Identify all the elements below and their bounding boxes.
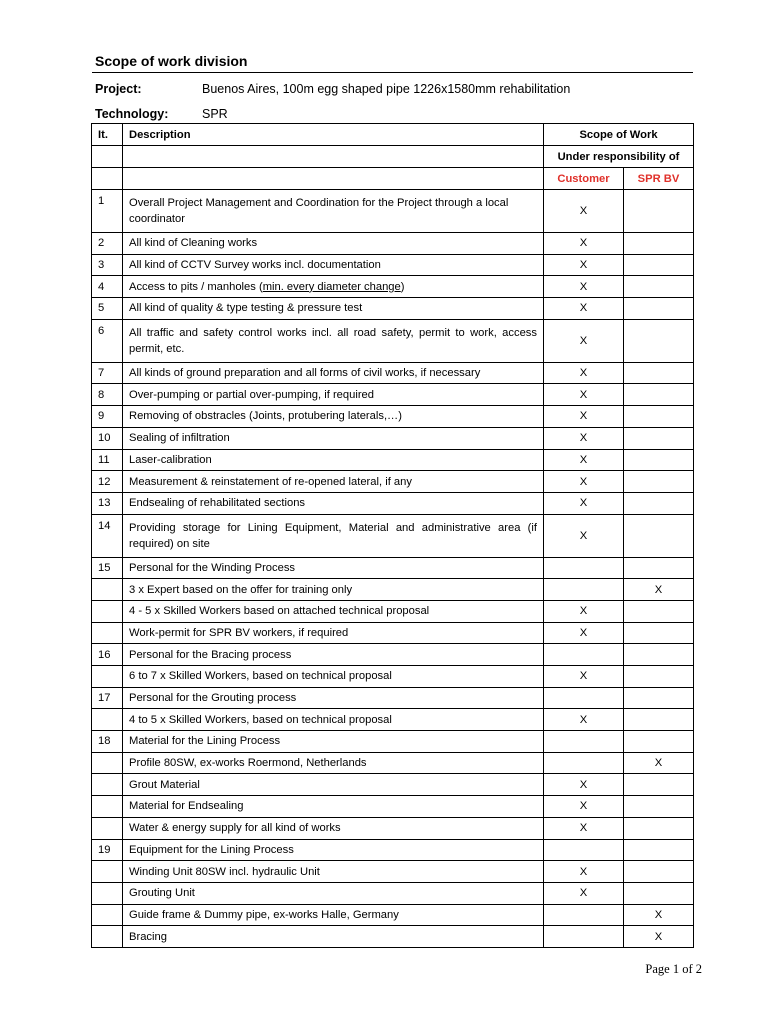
row-description: Work-permit for SPR BV workers, if required [123,622,544,644]
row-customer-mark [544,579,624,601]
table-row [92,644,694,666]
row-spr-mark: X [624,904,694,926]
row-item-number: 12 [92,471,123,493]
row-item-number [92,774,123,796]
row-spr-mark [624,492,694,514]
page-title: Scope of work division [95,53,248,69]
row-description: Water & energy supply for all kind of works [123,817,544,839]
table-row [92,731,694,753]
table-header-row [92,124,694,146]
row-item-number: 17 [92,687,123,709]
row-item-number: 18 [92,731,123,753]
row-spr-mark [624,817,694,839]
header-customer: Customer [544,168,624,190]
empty-cell [123,146,544,168]
row-spr-mark [624,276,694,298]
row-item-number: 3 [92,254,123,276]
row-item-number [92,579,123,601]
row-description: 3 x Expert based on the offer for training only [123,579,544,601]
row-description: Material for Endsealing [123,796,544,818]
row-customer-mark: X [544,233,624,255]
table-row [92,190,694,233]
row-item-number: 2 [92,233,123,255]
row-item-number: 16 [92,644,123,666]
row-description: Measurement & reinstatement of re-opened lateral, if any [123,471,544,493]
row-item-number: 6 [92,319,123,362]
table-row [92,752,694,774]
table-row [92,774,694,796]
table-row [92,471,694,493]
row-description: Winding Unit 80SW incl. hydraulic Unit [123,861,544,883]
header-description: Description [123,124,544,146]
table-row [92,406,694,428]
row-description: All kinds of ground preparation and all forms of civil works, if necessary [123,362,544,384]
row-spr-mark [624,319,694,362]
row-customer-mark: X [544,406,624,428]
row-customer-mark: X [544,449,624,471]
row-description: Over-pumping or partial over-pumping, if required [123,384,544,406]
table-row [92,298,694,320]
row-spr-mark [624,384,694,406]
row-customer-mark [544,644,624,666]
row-description: Grout Material [123,774,544,796]
row-customer-mark [544,839,624,861]
row-item-number [92,861,123,883]
row-description: Endsealing of rehabilitated sections [123,492,544,514]
row-customer-mark [544,731,624,753]
table-row [92,622,694,644]
row-spr-mark [624,839,694,861]
empty-cell [123,168,544,190]
row-item-number [92,882,123,904]
row-description: Laser-calibration [123,449,544,471]
row-description: All kind of Cleaning works [123,233,544,255]
description-underlined-text: min. every diameter change [262,280,401,293]
row-item-number: 1 [92,190,123,233]
row-customer-mark [544,926,624,948]
row-description: Personal for the Grouting process [123,687,544,709]
row-description: Providing storage for Lining Equipment, Material and administrative area (if required) on site [123,514,544,557]
row-description: All traffic and safety control works incl. all road safety, permit to work, access permit, etc. [123,319,544,362]
row-item-number [92,600,123,622]
row-description: All kind of quality & type testing & pressure test [123,298,544,320]
row-spr-mark [624,644,694,666]
table-row [92,319,694,362]
row-description: Personal for the Bracing process [123,644,544,666]
row-customer-mark: X [544,622,624,644]
header-responsibility: Under responsibility of [544,146,694,168]
row-customer-mark: X [544,709,624,731]
row-spr-mark [624,600,694,622]
row-item-number [92,709,123,731]
row-customer-mark: X [544,319,624,362]
row-customer-mark: X [544,882,624,904]
table-row [92,904,694,926]
row-item-number: 8 [92,384,123,406]
row-item-number [92,926,123,948]
table-row [92,233,694,255]
table-row [92,557,694,579]
technology-label: Technology: [95,107,169,121]
row-customer-mark: X [544,861,624,883]
row-customer-mark [544,557,624,579]
technology-value: SPR [202,107,228,121]
row-spr-mark [624,882,694,904]
table-row [92,384,694,406]
row-customer-mark: X [544,514,624,557]
row-spr-mark: X [624,579,694,601]
page-number: Page 1 of 2 [645,962,702,976]
row-description: Bracing [123,926,544,948]
table-row [92,926,694,948]
row-spr-mark [624,774,694,796]
row-spr-mark [624,362,694,384]
row-description [123,276,544,298]
row-item-number [92,796,123,818]
row-description: Guide frame & Dummy pipe, ex-works Halle, Germany [123,904,544,926]
table-row [92,514,694,557]
row-spr-mark [624,687,694,709]
row-customer-mark: X [544,254,624,276]
row-customer-mark: X [544,298,624,320]
row-item-number: 5 [92,298,123,320]
row-item-number: 15 [92,557,123,579]
row-customer-mark: X [544,666,624,688]
row-customer-mark: X [544,817,624,839]
row-description: All kind of CCTV Survey works incl. documentation [123,254,544,276]
row-customer-mark: X [544,774,624,796]
row-spr-mark [624,514,694,557]
row-spr-mark [624,298,694,320]
table-row [92,839,694,861]
table-row [92,861,694,883]
row-description: 6 to 7 x Skilled Workers, based on technical proposal [123,666,544,688]
title-divider [92,72,693,73]
row-customer-mark: X [544,471,624,493]
table-row [92,449,694,471]
scope-of-work-table [91,123,694,948]
row-description: Removing of obstracles (Joints, protubering laterals,…) [123,406,544,428]
row-customer-mark: X [544,600,624,622]
row-customer-mark: X [544,190,624,233]
row-customer-mark [544,752,624,774]
row-item-number: 10 [92,427,123,449]
table-row [92,882,694,904]
table-row [92,254,694,276]
row-item-number: 7 [92,362,123,384]
row-spr-mark [624,427,694,449]
row-customer-mark: X [544,427,624,449]
row-description: Overall Project Management and Coordination for the Project through a local coordinator [123,190,544,233]
table-row [92,492,694,514]
row-spr-mark [624,731,694,753]
row-customer-mark: X [544,362,624,384]
row-spr-mark [624,709,694,731]
empty-cell [92,168,123,190]
row-spr-mark [624,861,694,883]
row-item-number [92,752,123,774]
row-spr-mark [624,796,694,818]
row-customer-mark: X [544,492,624,514]
header-it: It. [92,124,123,146]
description-text: ) [400,280,405,293]
empty-cell [92,146,123,168]
row-spr-mark [624,449,694,471]
table-row [92,666,694,688]
row-description: Profile 80SW, ex-works Roermond, Netherlands [123,752,544,774]
row-spr-mark [624,254,694,276]
row-description: Equipment for the Lining Process [123,839,544,861]
row-spr-mark: X [624,752,694,774]
row-description: 4 to 5 x Skilled Workers, based on technical proposal [123,709,544,731]
row-description: Personal for the Winding Process [123,557,544,579]
row-item-number: 11 [92,449,123,471]
table-row [92,362,694,384]
row-customer-mark [544,904,624,926]
row-customer-mark: X [544,796,624,818]
table-row [92,276,694,298]
row-item-number: 4 [92,276,123,298]
table-subheader-row [92,146,694,168]
table-row [92,579,694,601]
table-party-row [92,168,694,190]
row-customer-mark: X [544,384,624,406]
row-spr-mark [624,190,694,233]
row-spr-mark [624,557,694,579]
row-spr-mark: X [624,926,694,948]
project-value: Buenos Aires, 100m egg shaped pipe 1226x1580mm rehabilitation [202,82,571,96]
row-customer-mark [544,687,624,709]
row-item-number [92,904,123,926]
row-item-number: 19 [92,839,123,861]
row-item-number: 14 [92,514,123,557]
header-scope: Scope of Work [544,124,694,146]
row-description: Grouting Unit [123,882,544,904]
row-item-number [92,622,123,644]
row-item-number: 9 [92,406,123,428]
row-customer-mark: X [544,276,624,298]
row-spr-mark [624,471,694,493]
table-row [92,709,694,731]
table-row [92,600,694,622]
table-row [92,796,694,818]
project-label: Project: [95,82,142,96]
row-item-number [92,817,123,839]
table-row [92,817,694,839]
description-text: Access to pits / manholes ( [129,280,263,293]
row-item-number [92,666,123,688]
table-row [92,427,694,449]
row-spr-mark [624,406,694,428]
row-description: Material for the Lining Process [123,731,544,753]
table-row [92,687,694,709]
row-spr-mark [624,233,694,255]
row-item-number: 13 [92,492,123,514]
row-spr-mark [624,622,694,644]
row-description: Sealing of infiltration [123,427,544,449]
row-spr-mark [624,666,694,688]
header-spr: SPR BV [624,168,694,190]
row-description: 4 - 5 x Skilled Workers based on attached technical proposal [123,600,544,622]
